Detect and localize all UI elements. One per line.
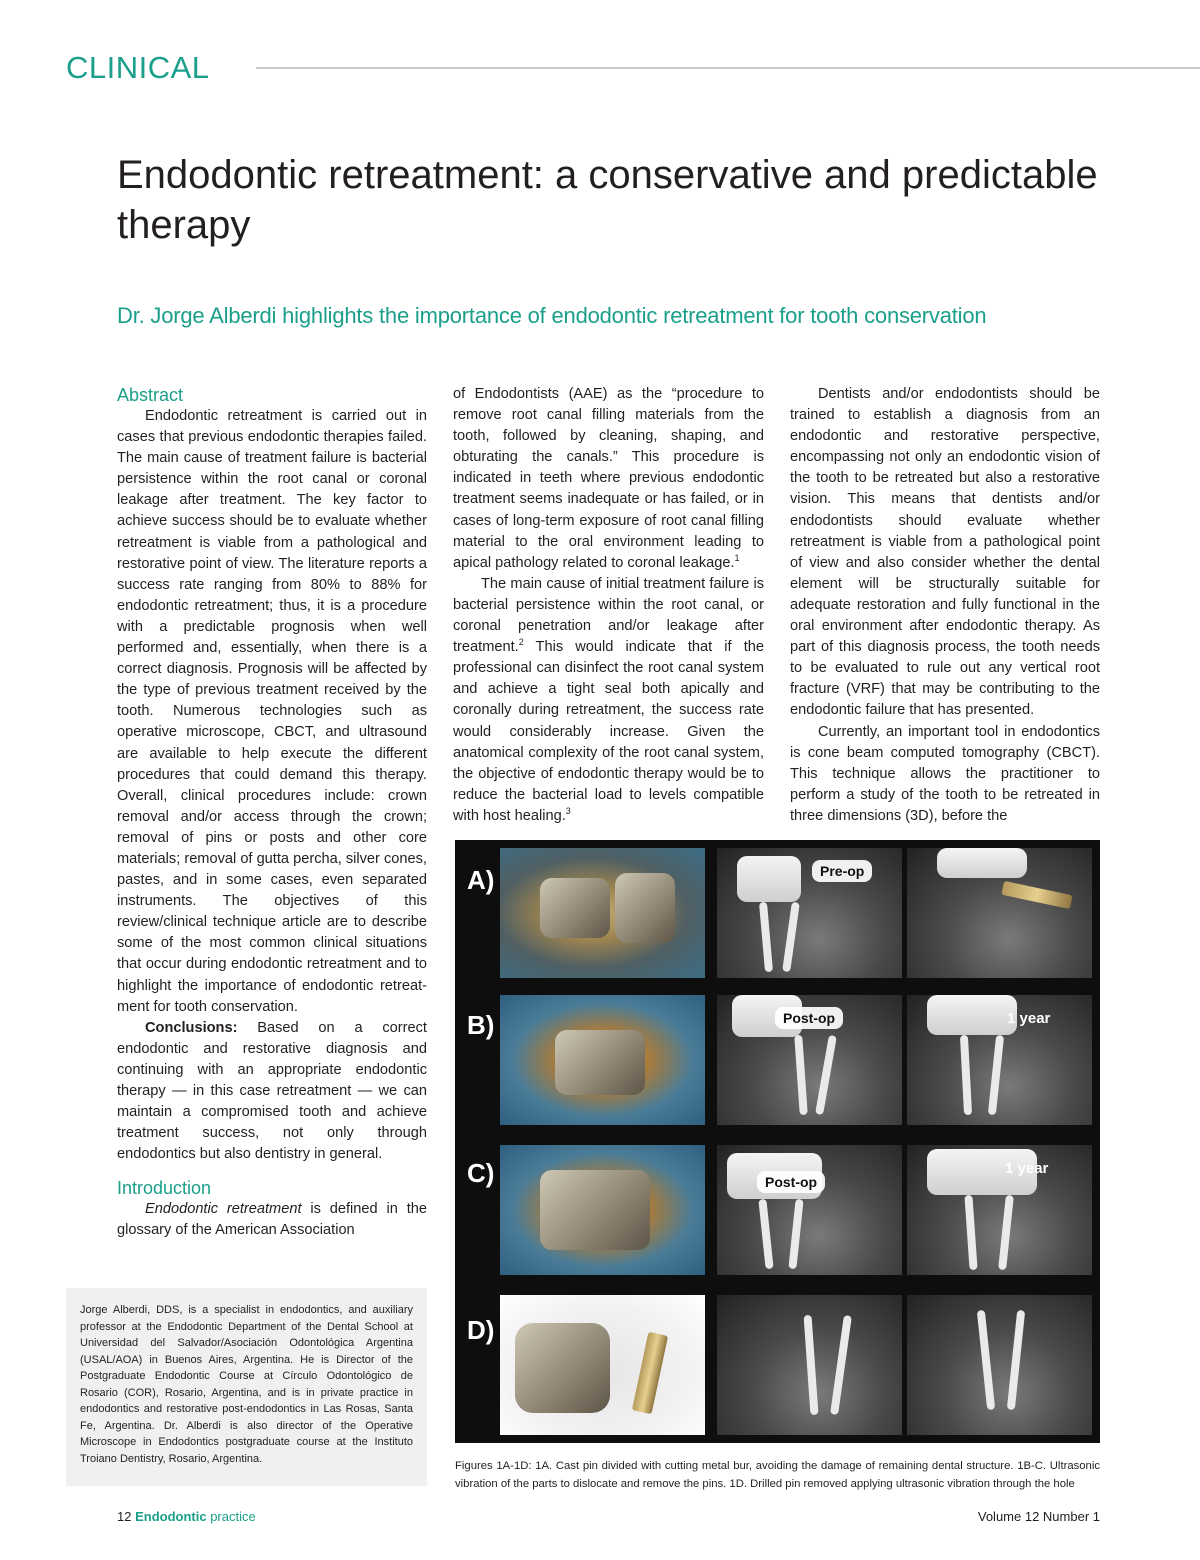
intro-term: Endodontic retreatment	[145, 1201, 302, 1218]
crown-shape	[937, 848, 1027, 878]
removed-pin	[632, 1332, 668, 1414]
root-shape	[759, 902, 773, 972]
metal-core	[615, 873, 675, 943]
xray-tag: Pre-op	[812, 860, 872, 882]
root-shape	[804, 1315, 819, 1415]
root-shape	[977, 1310, 995, 1410]
xray-tag: Post-op	[775, 1007, 843, 1029]
root-shape	[815, 1035, 837, 1115]
xray-tag: 1 year	[1005, 1160, 1049, 1177]
column-3	[790, 384, 1100, 827]
clinical-photo-b	[500, 995, 705, 1125]
xray-c-2	[907, 1145, 1092, 1275]
footer-left	[117, 1509, 256, 1524]
root-shape	[794, 1035, 808, 1115]
xray-a-2	[907, 848, 1092, 978]
xray-b-1	[717, 995, 902, 1125]
journal-name-bold: Endodontic	[135, 1509, 207, 1524]
col2-paragraph-1	[453, 384, 764, 574]
col3-paragraph-2: Currently, an important tool in endodontics is cone beam computed tomography (CBCT). This technique allows the practitioner to perform a study of the tooth to be retreated in three dimensions (3D), before the	[790, 723, 1100, 824]
metal-core	[555, 1030, 645, 1095]
xray-tag: Post-op	[757, 1171, 825, 1193]
root-shape	[788, 1199, 803, 1269]
figure-1	[455, 840, 1100, 1443]
author-bio-box: Jorge Alberdi, DDS, is a specialist in endodontics, and auxiliary professor at the Endodontic Department of the Dental School at Universidad del Salvador/Asociación Odontológica Argentina (USAL/AOA) in Buenos Aires, Argentina. He is Director of the Postgraduate Endodontic Course at Círculo Odontológico de Rosario (COR), Rosario, Argentina, and is in private practice in endodontics and restorative post-endodontics in Las Rosas, Santa Fe, Argentina. Dr. Alberdi is also director of the Operative Microscope in Endodontics postgraduate course at the Instituto Troiano Dentistry, Rosario, Argentina.	[66, 1288, 427, 1486]
article-subtitle: Dr. Jorge Alberdi highlights the importance of endodontic retreatment for tooth conservation	[117, 303, 987, 328]
root-shape	[830, 1315, 852, 1415]
abstract-heading: Abstract	[117, 385, 184, 405]
abstract-paragraph: Endodontic retreatment is carried out in cases that previous endodontic therapies failed. The main cause of treatment failure is bacterial persistence within the root canal or coronal leakage after treatment. The key factor to achieve success should be to evaluate whether retreatment is viable from a pathological and restorative point of view. The literature reports a success rate ranging from 80% to 88% for endodontic retreatment; thus, it is a procedure with a predictable prognosis when well performed and, essentially, when there is a correct diagnosis. Prognosis will be affected by the type of previous treatment received by the tooth. Numerous technologies such as operative microscope, CBCT, and ultrasound are available to help execute the different procedures that could demand this therapy. Overall, clinical procedures include: crown removal and/or access through the crown; removal of pins or posts and other core materials; removal of gutta percha, silver cones, pastes, and in some cases, even separated instruments. The objectives of this review/clinical technique article are to describe some of the most common clinical situations that occur during endodontic retreatment and to highlight the importance of endodontic retreatment for tooth conservation.	[117, 408, 427, 1015]
xray-a-1	[717, 848, 902, 978]
root-shape	[1007, 1310, 1025, 1410]
col2-p2a-text: The main cause of initial treatment failure is bacterial persistence within the root canal, or coronal penetration and/or leakage after treatment.	[453, 575, 764, 656]
col2-paragraph-2	[453, 574, 764, 827]
figure-row-label: D)	[467, 1315, 495, 1345]
section-rule	[256, 67, 1200, 69]
xray-b-2	[907, 995, 1092, 1125]
column-2	[453, 384, 764, 827]
page-number: 12	[117, 1509, 132, 1524]
xray-d-1	[717, 1295, 902, 1435]
col3-paragraph-1: Dentists and/or endodontists should be trained to establish a diagnosis from an endodontic and restorative perspective, encompassing not only an endodontic vision of the tooth to be retreated but also a restorative vision. This means that dentists and/or endodontists should evaluate whether retreatment is viable from a pathological point of view and also consider whether the dental element will be structurally suitable for adequate restoration and fully functional in the oral environment after endodontic therapy. As part of this diagnosis process, the tooth needs to be evaluated to rule out any vertical root fracture (VRF) that may be contributing to the endodontic failure that has presented.	[790, 386, 1100, 719]
col2-p1-text: of Endodontists (AAE) as the “procedure to remove root canal filling materials from the tooth, followed by cleaning, shaping, and obturating the canals.” This procedure is indicated in teeth where previous endodontic treatment seems inadequate or has failed, or in cases of long-term exposure of root canal filling material to the oral environment leading to apical pathology related to coronal leakage.	[453, 386, 764, 571]
root-shape	[964, 1195, 977, 1270]
figure-row-label: B)	[467, 1010, 495, 1040]
journal-name-rest: practice	[206, 1509, 256, 1524]
introduction-heading: Introduction	[117, 1178, 212, 1199]
figure-caption: Figures 1A-1D: 1A. Cast pin divided with cutting metal bur, avoiding the damage of remaining dental structure. 1B-C. Ultrasonic vibration of the parts to dislocate and remove the pins. 1D. Drilled pin removed applying ultrasonic vibration through the hole	[455, 1460, 1100, 1490]
clinical-photo-a	[500, 848, 705, 978]
root-shape	[758, 1199, 773, 1269]
reference-marker: 1	[734, 552, 740, 563]
section-label: CLINICAL	[66, 50, 210, 85]
col2-p2b-text: This would indicate that if the professional can disinfect the root canal system and achieve a tight seal both apically and coronally during retreatment, the success rate would considerably increase. Given the anatomical complexity of the root canal system, the objective of endodontic therapy would be to reduce the bacterial load to levels compatible with host healing.	[453, 639, 764, 824]
root-shape	[782, 902, 800, 972]
metal-core	[540, 878, 610, 938]
reference-marker: 2	[518, 637, 524, 648]
root-shape	[960, 1035, 972, 1115]
xray-tag: 1 year	[1007, 1010, 1051, 1027]
post-shape	[1001, 881, 1072, 909]
reference-marker: 3	[565, 806, 571, 817]
metal-core	[540, 1170, 650, 1250]
column-1	[117, 384, 427, 1242]
intro-text: is defined in the glossary of the American Association	[117, 1201, 427, 1239]
xray-d-2	[907, 1295, 1092, 1435]
footer-volume: Volume 12 Number 1	[977, 1509, 1100, 1524]
xray-c-1	[717, 1145, 902, 1275]
article-title: Endodontic retreatment: a conservative and predictable therapy	[117, 153, 1098, 247]
figure-row-label: A)	[467, 865, 495, 895]
crown-shape	[737, 856, 801, 902]
conclusions-text: Based on a correct endodontic and restorative diagnosis and continuing with an appropriate endodontic therapy — in this case retreatment — we can maintain a compromised tooth and achieve treatment success, not only through endodontics but also dentistry in general.	[117, 1019, 427, 1163]
clinical-photo-c	[500, 1145, 705, 1275]
figure-row-label: C)	[467, 1158, 495, 1188]
conclusions-label: Conclusions:	[145, 1019, 238, 1036]
root-shape	[988, 1035, 1004, 1115]
introduction-paragraph	[117, 1199, 427, 1241]
root-shape	[998, 1195, 1014, 1270]
clinical-photo-d	[500, 1295, 705, 1435]
conclusions-paragraph	[117, 1018, 427, 1166]
removed-crown	[515, 1323, 610, 1413]
